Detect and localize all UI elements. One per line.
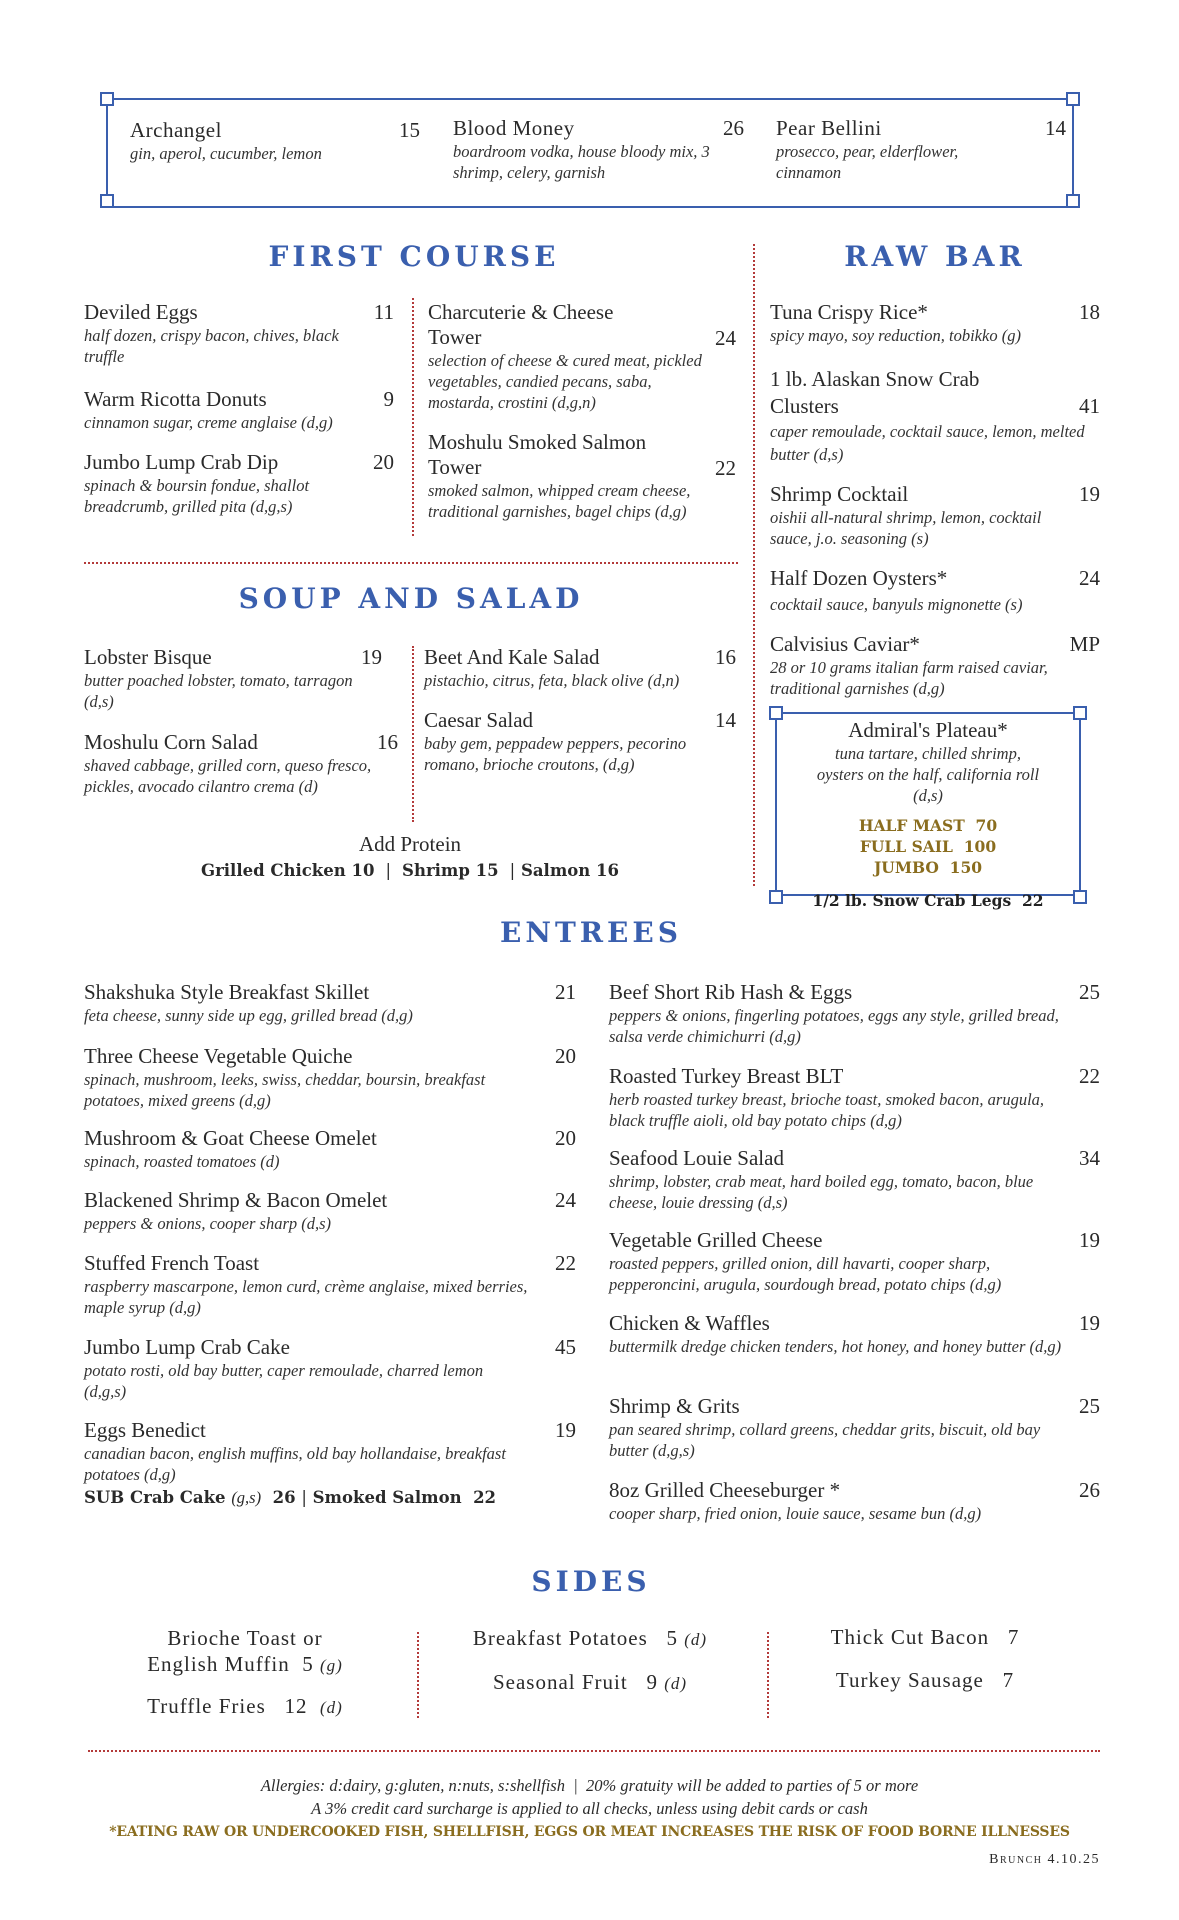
menu-version: Brunch 4.10.25 bbox=[989, 1852, 1100, 1867]
side-item: Breakfast Potatoes 5 (d) bbox=[472, 1626, 708, 1650]
entree-item: Shrimp & Grits pan seared shrimp, collard greens, cheddar grits, biscuit, old bay butter (d,g,s) bbox=[609, 1394, 1041, 1460]
menu-item: Caesar Salad baby gem, peppadew peppers, pecorino romano, brioche croutons, (d,g) bbox=[424, 708, 687, 774]
frame-corner bbox=[1066, 92, 1080, 106]
cocktail-item: Blood Money boardroom vodka, house bloody mix, 3 shrimp, celery, garnish bbox=[453, 116, 710, 182]
menu-item-price: 16 bbox=[377, 730, 398, 754]
entree-item: 8oz Grilled Cheeseburger * cooper sharp, fried onion, louie sauce, sesame bun (d,g) bbox=[609, 1478, 982, 1523]
frame-corner bbox=[1073, 706, 1087, 720]
surcharge-note: A 3% credit card surcharge is applied to all checks, unless using debit cards or cash bbox=[311, 1799, 868, 1818]
side-item: Truffle Fries 12 (d) bbox=[147, 1694, 343, 1718]
menu-item: Jumbo Lump Crab Dip spinach & boursin fondue, shallot breadcrumb, grilled pita (d,g,s) bbox=[84, 450, 310, 516]
menu-item-price: 22 bbox=[715, 456, 736, 480]
entree-item: Shakshuka Style Breakfast Skillet feta cheese, sunny side up egg, grilled bread (d,g) bbox=[84, 980, 413, 1025]
sub-options: SUB Crab Cake (g,s) 26 | Smoked Salmon 22 bbox=[84, 1488, 497, 1507]
entree-price: 20 bbox=[555, 1126, 576, 1150]
side-item: Seasonal Fruit 9 (d) bbox=[492, 1670, 688, 1694]
raw-bar-price: 19 bbox=[1079, 482, 1100, 506]
side-item: Thick Cut Bacon 7 bbox=[830, 1625, 1020, 1649]
allergy-note: Allergies: d:dairy, g:gluten, n:nuts, s:shellfish | 20% gratuity will be added to parties of 5 or more bbox=[260, 1776, 919, 1795]
frame-corner bbox=[1066, 194, 1080, 208]
add-protein-title: Add Protein bbox=[358, 832, 462, 856]
menu-item: Moshulu Corn Salad shaved cabbage, grilled corn, queso fresco, pickles, avocado cilantro crema (d) bbox=[84, 730, 372, 796]
entree-item: Seafood Louie Salad shrimp, lobster, crab meat, hard boiled egg, tomato, bacon, blue cheese, louie dressing (d,s) bbox=[609, 1146, 1034, 1212]
raw-bar-item: Calvisius Caviar* 28 or 10 grams italian farm raised caviar, traditional garnishes (d,g) bbox=[770, 632, 1048, 698]
cocktail-price: 14 bbox=[1045, 116, 1066, 140]
menu-item-price: 20 bbox=[373, 450, 394, 474]
plateau-size: JUMBO 150 bbox=[873, 858, 983, 877]
entree-price: 25 bbox=[1079, 1394, 1100, 1418]
cocktail-price: 26 bbox=[723, 116, 744, 140]
raw-bar-price: 24 bbox=[1079, 566, 1100, 590]
section-title-raw-bar: RAW BAR bbox=[844, 240, 1026, 273]
raw-bar-price: 18 bbox=[1079, 300, 1100, 324]
section-title-entrees: ENTREES bbox=[500, 916, 682, 949]
menu-item: Deviled Eggs half dozen, crispy bacon, chives, black truffle bbox=[84, 300, 339, 366]
menu-item-price: 24 bbox=[715, 326, 736, 350]
menu-item: Moshulu Smoked Salmon Tower smoked salmon, whipped cream cheese, traditional garnishes, bagel chips (d,g) bbox=[428, 430, 691, 521]
entree-item: Jumbo Lump Crab Cake potato rosti, old bay butter, caper remoulade, charred lemon (d,g,s) bbox=[84, 1335, 484, 1401]
raw-food-warning: *EATING RAW OR UNDERCOOKED FISH, SHELLFISH, EGGS OR MEAT INCREASES THE RISK OF FOOD BORNE ILLNESSES bbox=[109, 1824, 1070, 1840]
section-title-first-course: FIRST COURSE bbox=[268, 240, 560, 273]
menu-item: Charcuterie & Cheese Tower selection of cheese & cured meat, pickled vegetables, candied pecans, saba, mostarda, crostini (d,g,n) bbox=[428, 300, 702, 412]
menu-item: Lobster Bisque butter poached lobster, tomato, tarragon (d,s) bbox=[84, 645, 353, 711]
column-divider bbox=[412, 646, 414, 822]
protein-list: Grilled Chicken 10 | Shrimp 15 | Salmon 16 bbox=[201, 861, 619, 880]
menu-item-price: 19 bbox=[361, 645, 382, 669]
entree-item: Three Cheese Vegetable Quiche spinach, mushroom, leeks, swiss, cheddar, boursin, breakfast potatoes, mixed greens (d,g) bbox=[84, 1044, 486, 1110]
cocktail-item: Pear Bellini prosecco, pear, elderflower, cinnamon bbox=[776, 116, 959, 182]
frame-corner bbox=[1073, 890, 1087, 904]
entree-price: 19 bbox=[1079, 1228, 1100, 1252]
entree-price: 22 bbox=[555, 1251, 576, 1275]
entree-price: 45 bbox=[555, 1335, 576, 1359]
section-divider bbox=[84, 562, 738, 564]
column-divider bbox=[753, 244, 755, 886]
entree-price: 22 bbox=[1079, 1064, 1100, 1088]
entree-price: 21 bbox=[555, 980, 576, 1004]
raw-bar-price: 41 bbox=[1079, 394, 1100, 418]
menu-item: Warm Ricotta Donuts cinnamon sugar, creme anglaise (d,g) bbox=[84, 387, 333, 432]
raw-bar-item: Half Dozen Oysters* cocktail sauce, banyuls mignonette (s) bbox=[770, 566, 1023, 614]
column-divider bbox=[417, 1632, 419, 1718]
entree-item: Stuffed French Toast raspberry mascarpone, lemon curd, crème anglaise, mixed berries, maple syrup (d,g) bbox=[84, 1251, 528, 1317]
section-title-soup-salad: SOUP AND SALAD bbox=[238, 582, 584, 615]
entree-item: Vegetable Grilled Cheese roasted peppers, grilled onion, dill havarti, cooper sharp, pepperoncini, arugula, sourdough bread, potato chips (d,g) bbox=[609, 1228, 1002, 1294]
side-item: Brioche Toast or English Muffin 5 (g) bbox=[147, 1626, 343, 1676]
entree-item: Roasted Turkey Breast BLT herb roasted turkey breast, brioche toast, smoked bacon, arugula, black truffle aioli, old bay potato chips (d,g) bbox=[609, 1064, 1045, 1130]
section-title-sides: SIDES bbox=[531, 1565, 651, 1598]
entree-price: 19 bbox=[1079, 1311, 1100, 1335]
entree-item: Beef Short Rib Hash & Eggs peppers & onions, fingerling potatoes, eggs any style, grilled bread, salsa verde chimichurri (d,g) bbox=[609, 980, 1059, 1046]
frame-corner bbox=[769, 890, 783, 904]
cocktail-item: Archangel gin, aperol, cucumber, lemon bbox=[130, 118, 322, 163]
entree-item: Chicken & Waffles buttermilk dredge chicken tenders, hot honey, and honey butter (d,g) bbox=[609, 1311, 1062, 1356]
plateau-addon: 1/2 lb. Snow Crab Legs 22 bbox=[812, 891, 1044, 910]
raw-bar-item: 1 lb. Alaskan Snow Crab Clusters caper remoulade, cocktail sauce, lemon, melted butter (d,s) bbox=[770, 367, 1085, 464]
cocktail-price: 15 bbox=[399, 118, 420, 142]
plateau-size: FULL SAIL 100 bbox=[859, 837, 997, 856]
entree-price: 19 bbox=[555, 1418, 576, 1442]
plateau: Admiral's Plateau* tuna tartare, chilled shrimp, oysters on the half, california roll (d,s) HALF MAST 70 FULL SAIL 100 JUMBO 150 bbox=[790, 718, 1066, 877]
menu-item-price: 14 bbox=[715, 708, 736, 732]
entree-price: 20 bbox=[555, 1044, 576, 1068]
entree-price: 26 bbox=[1079, 1478, 1100, 1502]
raw-bar-price: MP bbox=[1069, 632, 1100, 656]
column-divider bbox=[767, 1632, 769, 1718]
frame-corner bbox=[100, 92, 114, 106]
menu-item-price: 16 bbox=[715, 645, 736, 669]
entree-price: 34 bbox=[1079, 1146, 1100, 1170]
frame-corner bbox=[769, 706, 783, 720]
menu-item-price: 11 bbox=[373, 300, 394, 324]
entree-price: 24 bbox=[555, 1188, 576, 1212]
footer-divider bbox=[88, 1750, 1100, 1752]
frame-corner bbox=[100, 194, 114, 208]
menu-item-price: 9 bbox=[383, 387, 394, 411]
plateau-size: HALF MAST 70 bbox=[858, 816, 998, 835]
side-item: Turkey Sausage 7 bbox=[835, 1668, 1015, 1692]
entree-item: Blackened Shrimp & Bacon Omelet peppers & onions, cooper sharp (d,s) bbox=[84, 1188, 388, 1233]
entree-price: 25 bbox=[1079, 980, 1100, 1004]
raw-bar-item: Tuna Crispy Rice* spicy mayo, soy reduction, tobikko (g) bbox=[770, 300, 1021, 345]
column-divider bbox=[412, 298, 414, 536]
raw-bar-item: Shrimp Cocktail oishii all-natural shrimp, lemon, cocktail sauce, j.o. seasoning (s) bbox=[770, 482, 1042, 548]
menu-item: Beet And Kale Salad pistachio, citrus, feta, black olive (d,n) bbox=[424, 645, 680, 690]
entree-item: Mushroom & Goat Cheese Omelet spinach, roasted tomatoes (d) bbox=[84, 1126, 377, 1171]
entree-item: Eggs Benedict canadian bacon, english muffins, old bay hollandaise, breakfast potatoes (d,g) bbox=[84, 1418, 506, 1484]
